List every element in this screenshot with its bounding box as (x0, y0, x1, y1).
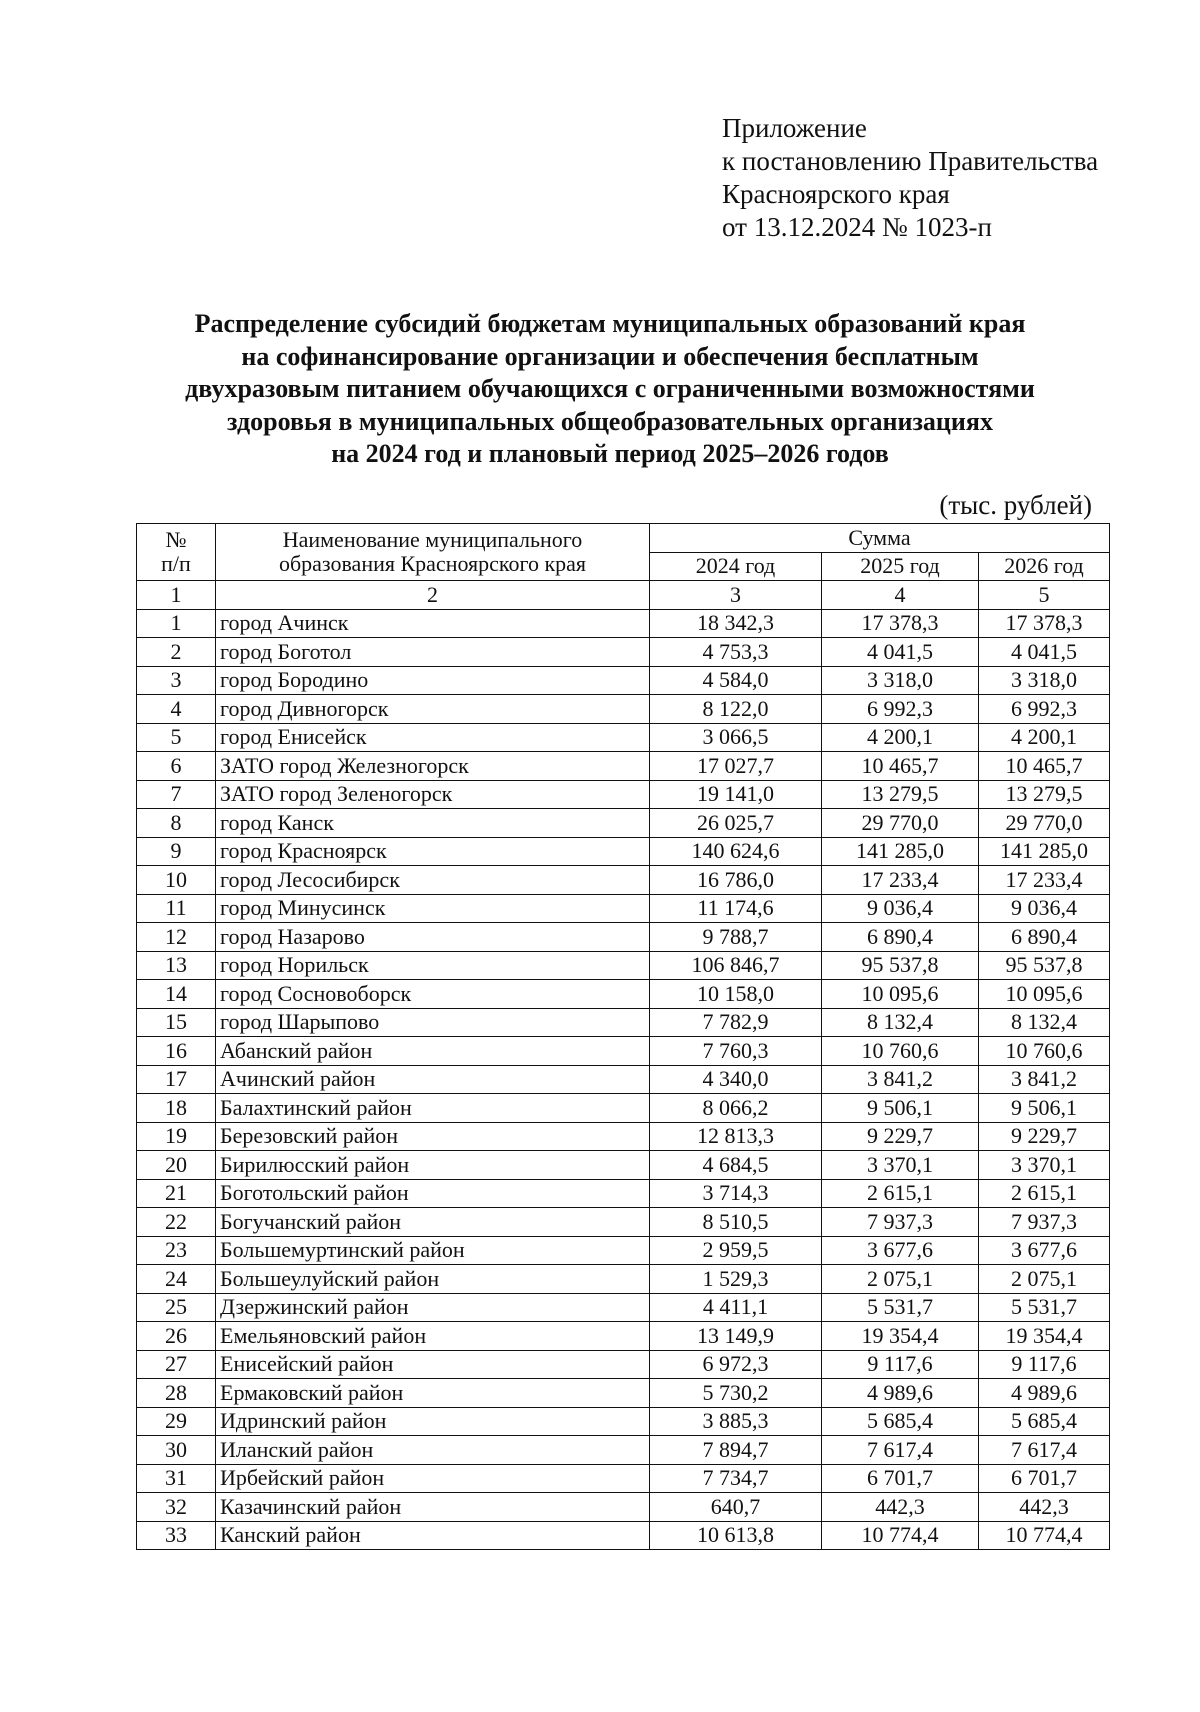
municipality-name: Балахтинский район (216, 1094, 650, 1123)
column-number: 1 (137, 581, 216, 610)
amount-2024: 6 972,3 (650, 1350, 822, 1379)
row-number: 9 (137, 837, 216, 866)
amount-2026: 17 378,3 (979, 609, 1110, 638)
amount-2024: 9 788,7 (650, 923, 822, 952)
municipality-name: Богучанский район (216, 1208, 650, 1237)
amount-2026: 10 760,6 (979, 1037, 1110, 1066)
title-line: на 2024 год и плановый период 2025–2026 годов (331, 439, 889, 468)
amount-2024: 4 584,0 (650, 666, 822, 695)
table-row (137, 723, 1110, 752)
amount-2026: 4 989,6 (979, 1379, 1110, 1408)
municipality-name: город Назарово (216, 923, 650, 952)
row-number: 7 (137, 780, 216, 809)
amount-2024: 10 158,0 (650, 980, 822, 1009)
amount-2024: 4 753,3 (650, 638, 822, 667)
table-row (137, 1037, 1110, 1066)
table-row (137, 609, 1110, 638)
amount-2025: 6 992,3 (822, 695, 979, 724)
municipality-name: Идринский район (216, 1407, 650, 1436)
municipality-name: Березовский район (216, 1122, 650, 1151)
amount-2026: 9 117,6 (979, 1350, 1110, 1379)
amount-2025: 3 841,2 (822, 1065, 979, 1094)
table-row (137, 1464, 1110, 1493)
amount-2024: 3 714,3 (650, 1179, 822, 1208)
table-row (137, 1293, 1110, 1322)
header-year-2024: 2024 год (650, 552, 822, 581)
amount-2026: 442,3 (979, 1493, 1110, 1522)
amount-2024: 13 149,9 (650, 1322, 822, 1351)
amount-2025: 9 506,1 (822, 1094, 979, 1123)
table-row (137, 752, 1110, 781)
row-number: 31 (137, 1464, 216, 1493)
table-row (137, 1094, 1110, 1123)
appendix-line: Приложение (722, 113, 867, 143)
title-line: двухразовым питанием обучающихся с ограниченными возможностями (185, 374, 1035, 403)
municipality-name: город Енисейск (216, 723, 650, 752)
table-row (137, 1236, 1110, 1265)
row-number: 23 (137, 1236, 216, 1265)
amount-2025: 10 095,6 (822, 980, 979, 1009)
amount-2025: 3 677,6 (822, 1236, 979, 1265)
amount-2025: 10 760,6 (822, 1037, 979, 1066)
table-row (137, 1436, 1110, 1465)
table-row (137, 923, 1110, 952)
row-number: 13 (137, 951, 216, 980)
amount-2024: 640,7 (650, 1493, 822, 1522)
amount-2025: 4 989,6 (822, 1379, 979, 1408)
municipality-name: Абанский район (216, 1037, 650, 1066)
amount-2025: 9 229,7 (822, 1122, 979, 1151)
amount-2024: 7 734,7 (650, 1464, 822, 1493)
row-number: 32 (137, 1493, 216, 1522)
amount-2025: 17 233,4 (822, 866, 979, 895)
amount-2026: 29 770,0 (979, 809, 1110, 838)
row-number: 27 (137, 1350, 216, 1379)
municipality-name: город Бородино (216, 666, 650, 695)
row-number: 11 (137, 894, 216, 923)
table-row (137, 1208, 1110, 1237)
amount-2025: 10 465,7 (822, 752, 979, 781)
amount-2026: 6 701,7 (979, 1464, 1110, 1493)
amount-2026: 3 318,0 (979, 666, 1110, 695)
appendix-line: Красноярского края (722, 179, 950, 209)
row-number: 18 (137, 1094, 216, 1123)
amount-2025: 3 370,1 (822, 1151, 979, 1180)
row-number: 6 (137, 752, 216, 781)
row-number: 28 (137, 1379, 216, 1408)
amount-2025: 10 774,4 (822, 1521, 979, 1550)
amount-2025: 5 531,7 (822, 1293, 979, 1322)
municipality-name: ЗАТО город Железногорск (216, 752, 650, 781)
appendix-line: к постановлению Правительства (722, 146, 1099, 176)
amount-2026: 10 465,7 (979, 752, 1110, 781)
amount-2024: 12 813,3 (650, 1122, 822, 1151)
municipality-name: город Лесосибирск (216, 866, 650, 895)
document-title (130, 308, 1090, 471)
table-row (137, 1065, 1110, 1094)
municipality-name: город Сосновоборск (216, 980, 650, 1009)
row-number: 12 (137, 923, 216, 952)
amount-2025: 2 615,1 (822, 1179, 979, 1208)
amount-2025: 7 937,3 (822, 1208, 979, 1237)
row-number: 33 (137, 1521, 216, 1550)
municipality-name: Ачинский район (216, 1065, 650, 1094)
municipality-name: Большемуртинский район (216, 1236, 650, 1265)
column-number: 3 (650, 581, 822, 610)
row-number: 15 (137, 1008, 216, 1037)
amount-2025: 95 537,8 (822, 951, 979, 980)
amount-2025: 9 036,4 (822, 894, 979, 923)
row-number: 4 (137, 695, 216, 724)
column-number: 4 (822, 581, 979, 610)
header-row (137, 524, 1110, 553)
row-number: 3 (137, 666, 216, 695)
header-year-2025: 2025 год (822, 552, 979, 581)
row-number: 19 (137, 1122, 216, 1151)
table-row (137, 1179, 1110, 1208)
amount-2026: 95 537,8 (979, 951, 1110, 980)
amount-2025: 3 318,0 (822, 666, 979, 695)
amount-2024: 3 885,3 (650, 1407, 822, 1436)
table-row (137, 1122, 1110, 1151)
column-numbers-row (137, 581, 1110, 610)
amount-2026: 9 229,7 (979, 1122, 1110, 1151)
table-row (137, 1350, 1110, 1379)
appendix-line: от 13.12.2024 № 1023-п (722, 212, 992, 242)
table-row (137, 666, 1110, 695)
header-name-line1: Наименование муниципального (282, 527, 583, 552)
amount-2024: 10 613,8 (650, 1521, 822, 1550)
amount-2024: 140 624,6 (650, 837, 822, 866)
table-row (137, 1008, 1110, 1037)
header-number-line1: № (165, 527, 187, 552)
amount-2024: 3 066,5 (650, 723, 822, 752)
table-row (137, 1322, 1110, 1351)
row-number: 10 (137, 866, 216, 895)
table-row (137, 866, 1110, 895)
amount-2026: 10 095,6 (979, 980, 1110, 1009)
amount-2026: 9 036,4 (979, 894, 1110, 923)
table-row (137, 638, 1110, 667)
amount-2025: 141 285,0 (822, 837, 979, 866)
amount-2024: 2 959,5 (650, 1236, 822, 1265)
municipality-name: город Минусинск (216, 894, 650, 923)
municipality-name: город Канск (216, 809, 650, 838)
municipality-name: Иланский район (216, 1436, 650, 1465)
amount-2024: 4 340,0 (650, 1065, 822, 1094)
amount-2026: 6 992,3 (979, 695, 1110, 724)
amount-2025: 17 378,3 (822, 609, 979, 638)
row-number: 16 (137, 1037, 216, 1066)
title-line: на софинансирование организации и обеспечения бесплатным (241, 341, 979, 371)
amount-2024: 8 066,2 (650, 1094, 822, 1123)
amount-2026: 5 685,4 (979, 1407, 1110, 1436)
amount-2026: 141 285,0 (979, 837, 1110, 866)
amount-2024: 7 760,3 (650, 1037, 822, 1066)
municipality-name: город Красноярск (216, 837, 650, 866)
table-body (137, 609, 1110, 1550)
units-label: (тыс. рублей) (939, 490, 1092, 520)
column-number: 5 (979, 581, 1110, 610)
header-name-line2: образования Красноярского края (278, 551, 587, 576)
header-number-line2: п/п (161, 551, 191, 576)
municipality-name: Енисейский район (216, 1350, 650, 1379)
amount-2024: 4 411,1 (650, 1293, 822, 1322)
amount-2024: 4 684,5 (650, 1151, 822, 1180)
amount-2026: 10 774,4 (979, 1521, 1110, 1550)
amount-2026: 4 041,5 (979, 638, 1110, 667)
table-row (137, 837, 1110, 866)
header-sum: Сумма (650, 524, 1110, 553)
municipality-name: город Боготол (216, 638, 650, 667)
amount-2026: 3 370,1 (979, 1151, 1110, 1180)
municipality-name: Казачинский район (216, 1493, 650, 1522)
amount-2024: 11 174,6 (650, 894, 822, 923)
amount-2026: 3 841,2 (979, 1065, 1110, 1094)
municipality-name: ЗАТО город Зеленогорск (216, 780, 650, 809)
table-row (137, 980, 1110, 1009)
header-number (137, 524, 216, 581)
municipality-name: Емельяновский район (216, 1322, 650, 1351)
table-row (137, 1265, 1110, 1294)
amount-2025: 4 041,5 (822, 638, 979, 667)
amount-2026: 2 615,1 (979, 1179, 1110, 1208)
municipality-name: Канский район (216, 1521, 650, 1550)
amount-2026: 19 354,4 (979, 1322, 1110, 1351)
row-number: 22 (137, 1208, 216, 1237)
amount-2024: 19 141,0 (650, 780, 822, 809)
municipality-name: Боготольский район (216, 1179, 650, 1208)
amount-2026: 5 531,7 (979, 1293, 1110, 1322)
municipality-name: город Норильск (216, 951, 650, 980)
row-number: 5 (137, 723, 216, 752)
amount-2024: 5 730,2 (650, 1379, 822, 1408)
amount-2024: 8 510,5 (650, 1208, 822, 1237)
municipality-name: город Ачинск (216, 609, 650, 638)
subsidy-table (136, 523, 1110, 1550)
amount-2024: 1 529,3 (650, 1265, 822, 1294)
amount-2026: 3 677,6 (979, 1236, 1110, 1265)
row-number: 1 (137, 609, 216, 638)
amount-2026: 17 233,4 (979, 866, 1110, 895)
amount-2026: 4 200,1 (979, 723, 1110, 752)
amount-2025: 8 132,4 (822, 1008, 979, 1037)
row-number: 8 (137, 809, 216, 838)
row-number: 21 (137, 1179, 216, 1208)
municipality-name: Ирбейский район (216, 1464, 650, 1493)
table-row (137, 1379, 1110, 1408)
table-row (137, 809, 1110, 838)
amount-2024: 7 782,9 (650, 1008, 822, 1037)
amount-2025: 6 890,4 (822, 923, 979, 952)
table-row (137, 695, 1110, 724)
amount-2026: 7 937,3 (979, 1208, 1110, 1237)
amount-2025: 7 617,4 (822, 1436, 979, 1465)
amount-2026: 6 890,4 (979, 923, 1110, 952)
row-number: 30 (137, 1436, 216, 1465)
amount-2025: 13 279,5 (822, 780, 979, 809)
municipality-name: город Дивногорск (216, 695, 650, 724)
table-row (137, 1493, 1110, 1522)
table-row (137, 1521, 1110, 1550)
amount-2026: 8 132,4 (979, 1008, 1110, 1037)
row-number: 29 (137, 1407, 216, 1436)
title-line: здоровья в муниципальных общеобразовательных организациях (227, 406, 993, 436)
header-name (216, 524, 650, 581)
amount-2025: 2 075,1 (822, 1265, 979, 1294)
amount-2024: 26 025,7 (650, 809, 822, 838)
row-number: 14 (137, 980, 216, 1009)
row-number: 17 (137, 1065, 216, 1094)
column-number: 2 (216, 581, 650, 610)
header-year-2026: 2026 год (979, 552, 1110, 581)
municipality-name: Бирилюсский район (216, 1151, 650, 1180)
row-number: 24 (137, 1265, 216, 1294)
title-line: Распределение субсидий бюджетам муниципальных образований края (194, 309, 1026, 338)
appendix-block (722, 112, 1098, 244)
table-row (137, 780, 1110, 809)
amount-2026: 9 506,1 (979, 1094, 1110, 1123)
amount-2024: 16 786,0 (650, 866, 822, 895)
amount-2026: 13 279,5 (979, 780, 1110, 809)
amount-2024: 17 027,7 (650, 752, 822, 781)
amount-2024: 7 894,7 (650, 1436, 822, 1465)
amount-2025: 6 701,7 (822, 1464, 979, 1493)
amount-2025: 9 117,6 (822, 1350, 979, 1379)
row-number: 20 (137, 1151, 216, 1180)
amount-2026: 7 617,4 (979, 1436, 1110, 1465)
row-number: 2 (137, 638, 216, 667)
amount-2024: 106 846,7 (650, 951, 822, 980)
municipality-name: город Шарыпово (216, 1008, 650, 1037)
municipality-name: Большеулуйский район (216, 1265, 650, 1294)
amount-2024: 8 122,0 (650, 695, 822, 724)
municipality-name: Дзержинский район (216, 1293, 650, 1322)
amount-2025: 4 200,1 (822, 723, 979, 752)
amount-2025: 19 354,4 (822, 1322, 979, 1351)
amount-2026: 2 075,1 (979, 1265, 1110, 1294)
table-row (137, 894, 1110, 923)
amount-2025: 442,3 (822, 1493, 979, 1522)
amount-2025: 5 685,4 (822, 1407, 979, 1436)
amount-2025: 29 770,0 (822, 809, 979, 838)
table-row (137, 951, 1110, 980)
table-row (137, 1151, 1110, 1180)
row-number: 25 (137, 1293, 216, 1322)
amount-2024: 18 342,3 (650, 609, 822, 638)
table-row (137, 1407, 1110, 1436)
municipality-name: Ермаковский район (216, 1379, 650, 1408)
row-number: 26 (137, 1322, 216, 1351)
